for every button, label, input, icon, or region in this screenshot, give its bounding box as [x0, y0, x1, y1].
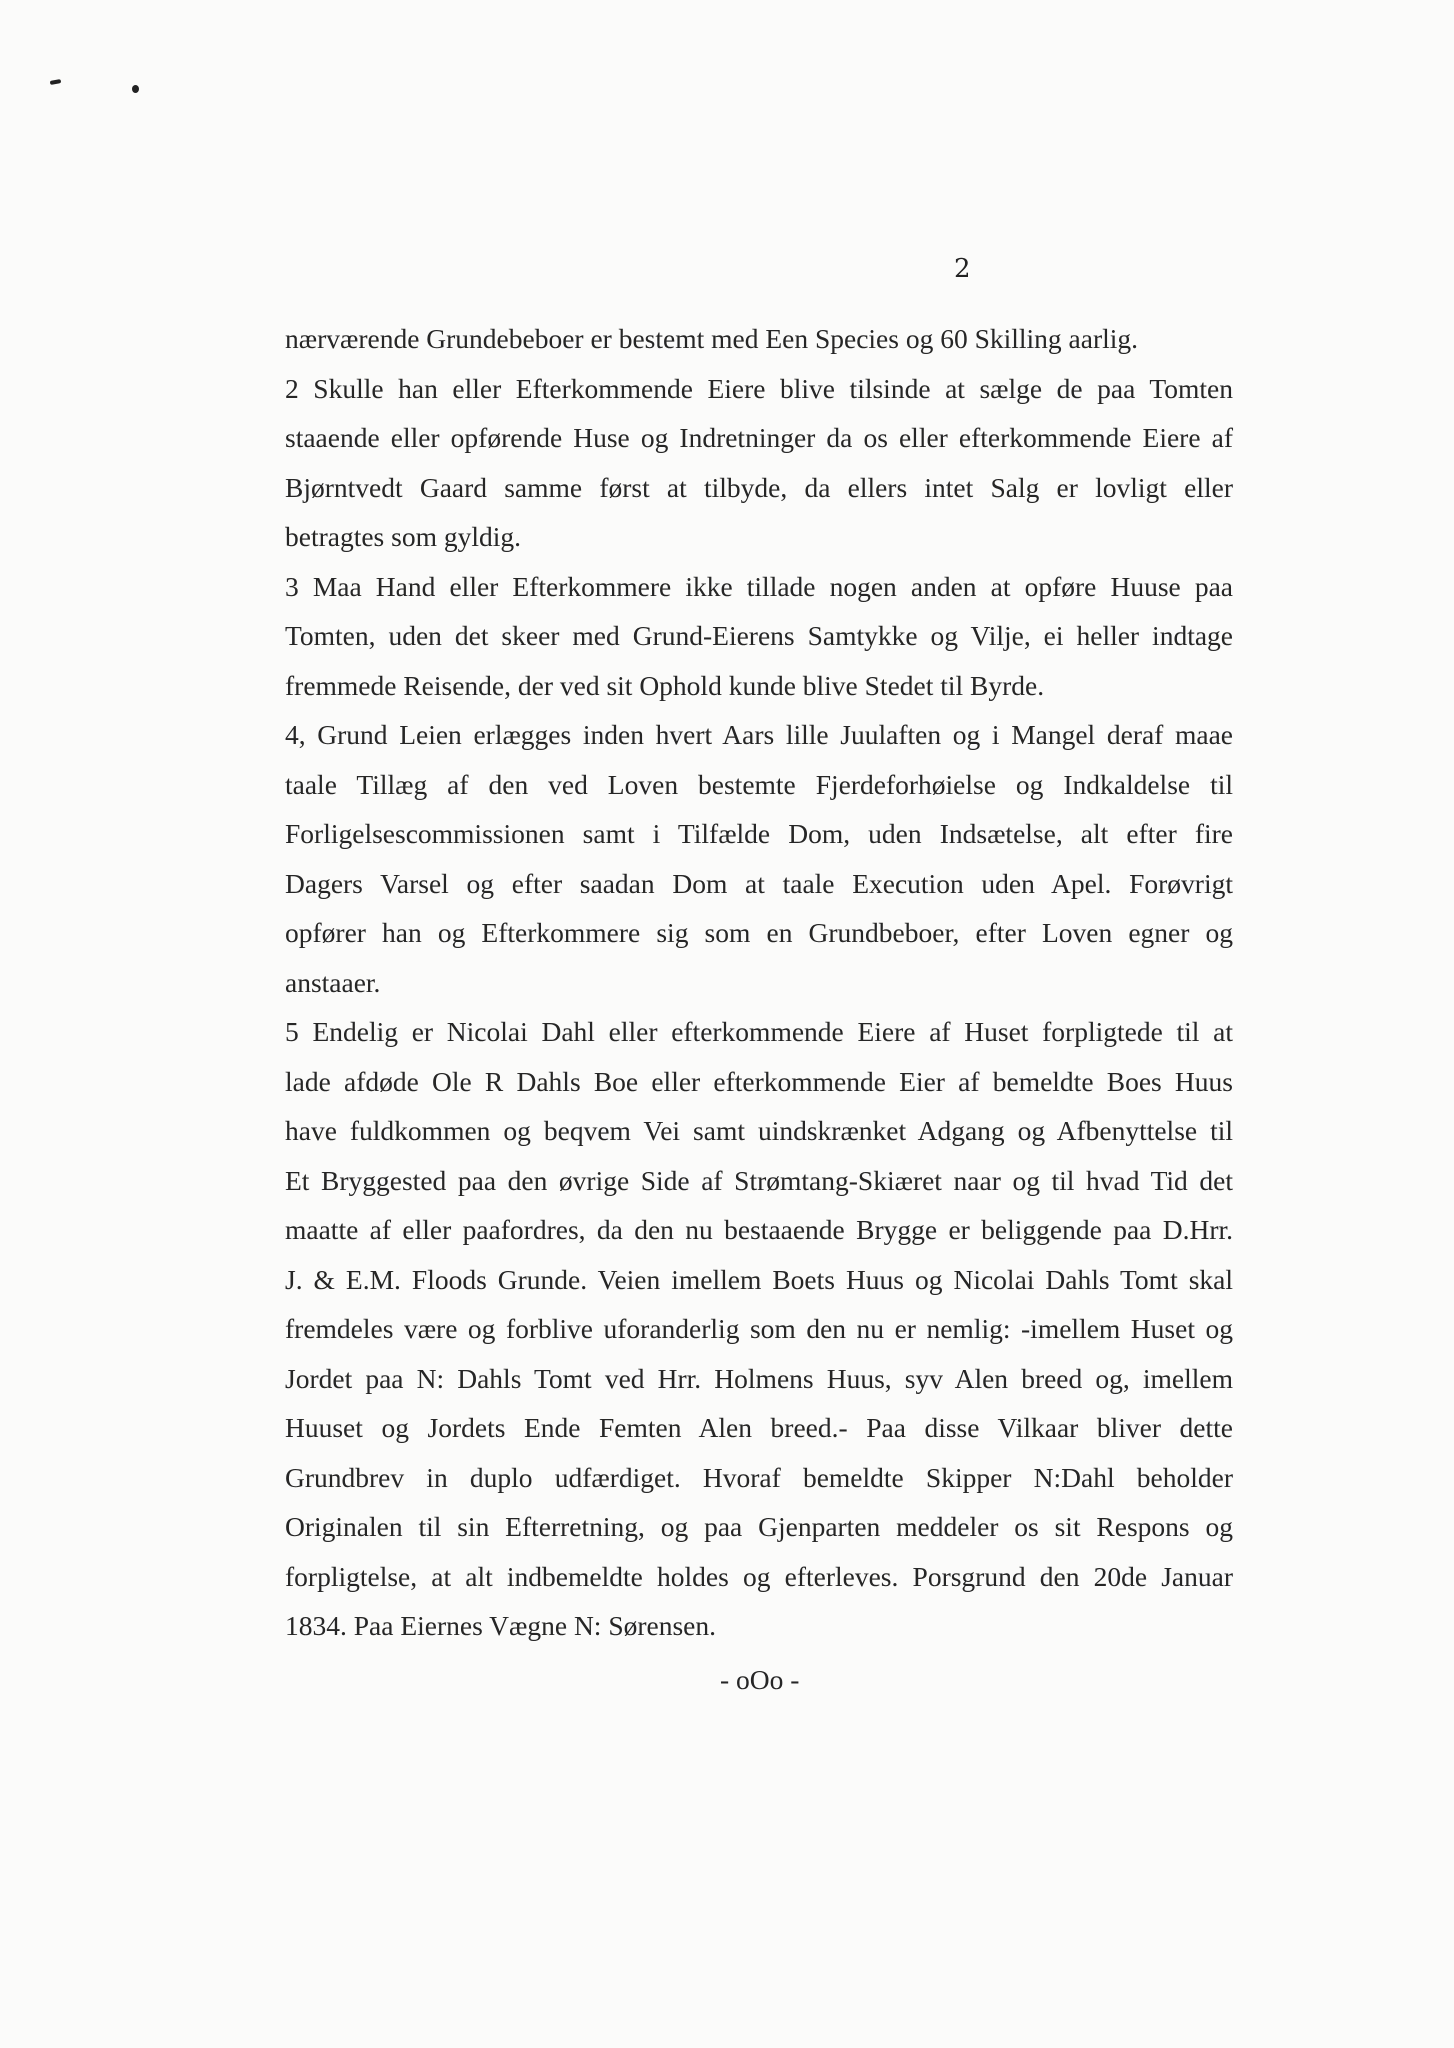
text-line: Tomten, uden det skeer med Grund-Eierens Samtykke og Vilje, ei heller indtage: [285, 620, 1233, 651]
text-line: 2 Skulle han eller Efterkommende Eiere blive tilsinde at sælge de paa Tomten: [285, 372, 1233, 404]
text-line: Et Bryggested paa den øvrige Side af Strømtang-Skiæret naar og til hvad Tid det: [285, 1164, 1233, 1196]
text-line: 1834. Paa Eiernes Vægne N: Sørensen.: [285, 1610, 717, 1641]
text-line: Huuset og Jordets Ende Femten Alen breed.- Paa disse Vilkaar bliver dette: [285, 1412, 1233, 1443]
text-line: fremmede Reisende, der ved sit Ophold kunde blive Stedet til Byrde.: [285, 669, 1045, 701]
document-body: [285, 314, 1233, 1651]
scan-speck: [50, 79, 62, 85]
text-line: anstaaer.: [285, 966, 381, 998]
text-line: Jordet paa N: Dahls Tomt ved Hrr. Holmens Huus, syv Alen breed og, imellem: [285, 1362, 1233, 1394]
text-line: betragtes som gyldig.: [285, 521, 522, 552]
text-line: Originalen til sin Efterretning, og paa Gjenparten meddeler os sit Respons og: [285, 1511, 1233, 1542]
text-line: forpligtelse, at alt indbemeldte holdes og efterleves. Porsgrund den 20de Januar: [285, 1560, 1233, 1592]
text-line: Forligelsescommissionen samt i Tilfælde Dom, uden Indsætelse, alt efter fire: [285, 818, 1233, 849]
text-line: Dagers Varsel og efter saadan Dom at taale Execution uden Apel. Forøvrigt: [285, 867, 1233, 899]
scan-speck: [132, 85, 139, 93]
page-number: 2: [954, 254, 971, 284]
text-line: 3 Maa Hand eller Efterkommere ikke tillade nogen anden at opføre Huuse paa: [285, 570, 1233, 602]
text-line: lade afdøde Ole R Dahls Boe eller efterkommende Eier af bemeldte Boes Huus: [285, 1065, 1233, 1097]
text-line: 5 Endelig er Nicolai Dahl eller efterkommende Eiere af Huset forpligtede til at: [285, 1016, 1233, 1047]
text-line: nærværende Grundebeboer er bestemt med Een Species og 60 Skilling aarlig.: [285, 323, 1139, 354]
text-line: Bjørntvedt Gaard samme først at tilbyde, da ellers intet Salg er lovligt eller: [285, 471, 1233, 503]
text-line: staaende eller opførende Huse og Indretninger da os eller efterkommende Eiere af: [285, 422, 1233, 453]
text-line: Grundbrev in duplo udfærdiget. Hvoraf bemeldte Skipper N:Dahl beholder: [285, 1461, 1233, 1493]
text-line: have fuldkommen og beqvem Vei samt uindskrænket Adgang og Afbenyttelse til: [285, 1115, 1233, 1146]
text-line: 4, Grund Leien erlægges inden hvert Aars lille Juulaften og i Mangel deraf maae: [285, 719, 1233, 750]
end-mark: - oOo -: [720, 1664, 800, 1695]
text-line: fremdeles være og forblive uforanderlig som den nu er nemlig: -imellem Huset og: [285, 1313, 1233, 1344]
text-line: taale Tillæg af den ved Loven bestemte Fjerdeforhøielse og Indkaldelse til: [285, 768, 1233, 800]
text-line: maatte af eller paafordres, da den nu bestaaende Brygge er beliggende paa D.Hrr.: [285, 1214, 1233, 1245]
text-line: opfører han og Efterkommere sig som en Grundbeboer, efter Loven egner og: [285, 917, 1233, 948]
text-line: J. & E.M. Floods Grunde. Veien imellem Boets Huus og Nicolai Dahls Tomt skal: [285, 1263, 1233, 1295]
